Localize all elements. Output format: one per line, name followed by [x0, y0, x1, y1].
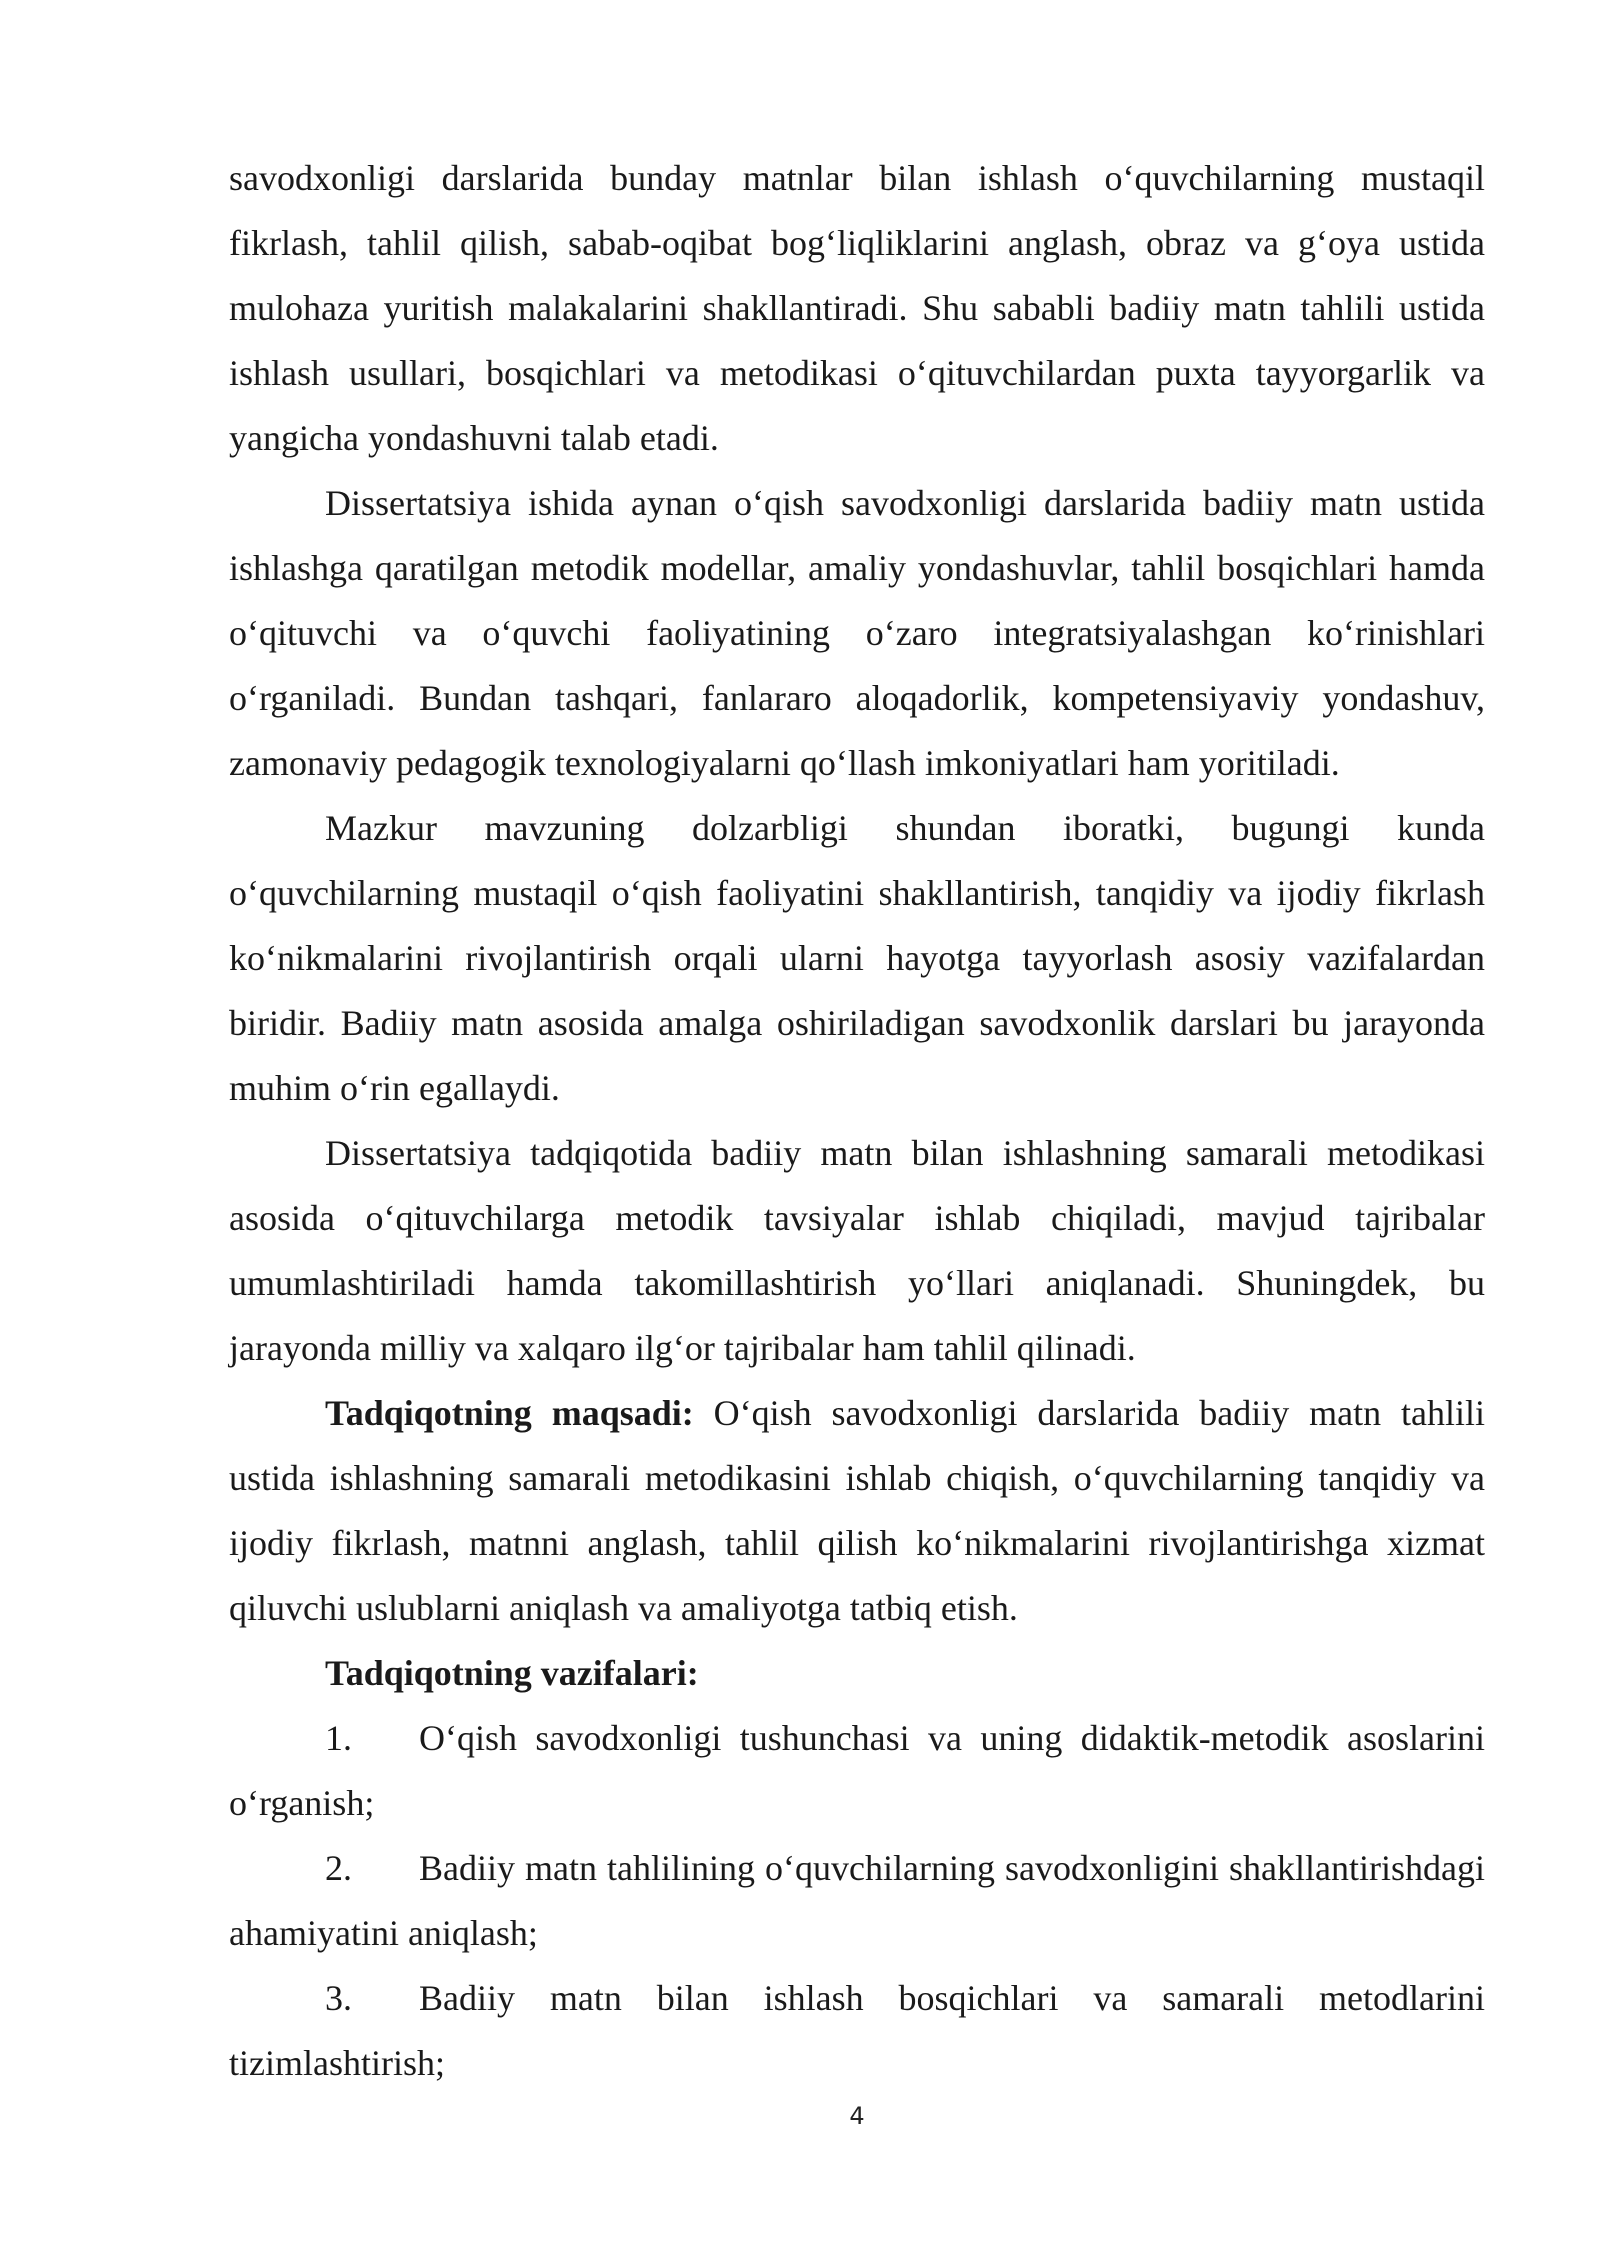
- body-text: [229, 146, 1485, 2096]
- task-number: 2.: [325, 1848, 352, 1888]
- paragraph-intro-continued: savodxonligi darslarida bunday matnlar bilan ishlash o‘quvchilarning mustaqil fikrlash, tahlil qilish, sabab-oqibat bog‘liqliklarini anglash, obraz va g‘oya ustida mulohaza yuritish malakalarini shakllantiradi. Shu sababli badiiy matn tahlili ustida ishlash usullari, bosqichlari va metodikasi o‘qituvchilardan puxta tayyorgarlik va yangicha yondashuvni talab etadi.: [229, 158, 1485, 458]
- paragraph-research-outcomes: Dissertatsiya tadqiqotida badiiy matn bilan ishlashning samarali metodikasi asosida o‘qituvchilarga metodik tavsiyalar ishlab chiqiladi, mavjud tajribalar umumlashtiriladi hamda takomillashtirish yo‘llari aniqlanadi. Shuningdek, bu jarayonda milliy va xalqaro ilg‘or tajribalar ham tahlil qilinadi.: [229, 1133, 1485, 1368]
- task-number: 3.: [325, 1978, 352, 2018]
- task-item: [229, 1706, 1485, 1836]
- tasks-heading-text: Tadqiqotning vazifalari:: [325, 1653, 699, 1693]
- paragraph-relevance: Mazkur mavzuning dolzarbligi shundan iboratki, bugungi kunda o‘quvchilarning mustaqil o‘qish faoliyatini shakllantirish, tanqidiy va ijodiy fikrlash ko‘nikmalarini rivojlantirish orqali ularni hayotga tayyorlash asosiy vazifalardan biridir. Badiiy matn asosida amalga oshiriladigan savodxonlik darslari bu jarayonda muhim o‘rin egallaydi.: [229, 808, 1485, 1108]
- paragraph-dissertation-scope: Dissertatsiya ishida aynan o‘qish savodxonligi darslarida badiiy matn ustida ishlashga qaratilgan metodik modellar, amaliy yondashuvlar, tahlil bosqichlari hamda o‘qituvchi va o‘quvchi faoliyatining o‘zaro integratsiyalashgan ko‘rinishlari o‘rganiladi. Bundan tashqari, fanlararo aloqadorlik, kompetensiyaviy yondashuv, zamonaviy pedagogik texnologiyalarni qo‘llash imkoniyatlari ham yoritiladi.: [229, 483, 1485, 783]
- task-number: 1.: [325, 1718, 352, 1758]
- task-item: [229, 1836, 1485, 1966]
- task-text: Badiiy matn bilan ishlash bosqichlari va samarali metodlarini tizimlashtirish;: [229, 1978, 1485, 2083]
- goal-label: Tadqiqotning maqsadi:: [325, 1393, 694, 1433]
- goal-text: O‘qish savodxonligi darslarida badiiy matn tahlili ustida ishlashning samarali metodikasini ishlab chiqish, o‘quvchilarning tanqidiy va ijodiy fikrlash, matnni anglash, tahlil qilish ko‘nikmalarini rivojlantirishga xizmat qiluvchi uslublarni aniqlash va amaliyotga tatbiq etish.: [229, 1393, 1486, 1628]
- page-number: 4: [849, 2102, 865, 2130]
- task-text: O‘qish savodxonligi tushunchasi va uning didaktik-metodik asoslarini o‘rganish;: [229, 1718, 1485, 1823]
- tasks-heading: [229, 1641, 1485, 1706]
- paragraph-research-goal: [229, 1381, 1485, 1641]
- task-text: Badiiy matn tahlilining o‘quvchilarning savodxonligini shakllantirishdagi ahamiyatini aniqlash;: [229, 1848, 1485, 1953]
- task-item: [229, 1966, 1485, 2096]
